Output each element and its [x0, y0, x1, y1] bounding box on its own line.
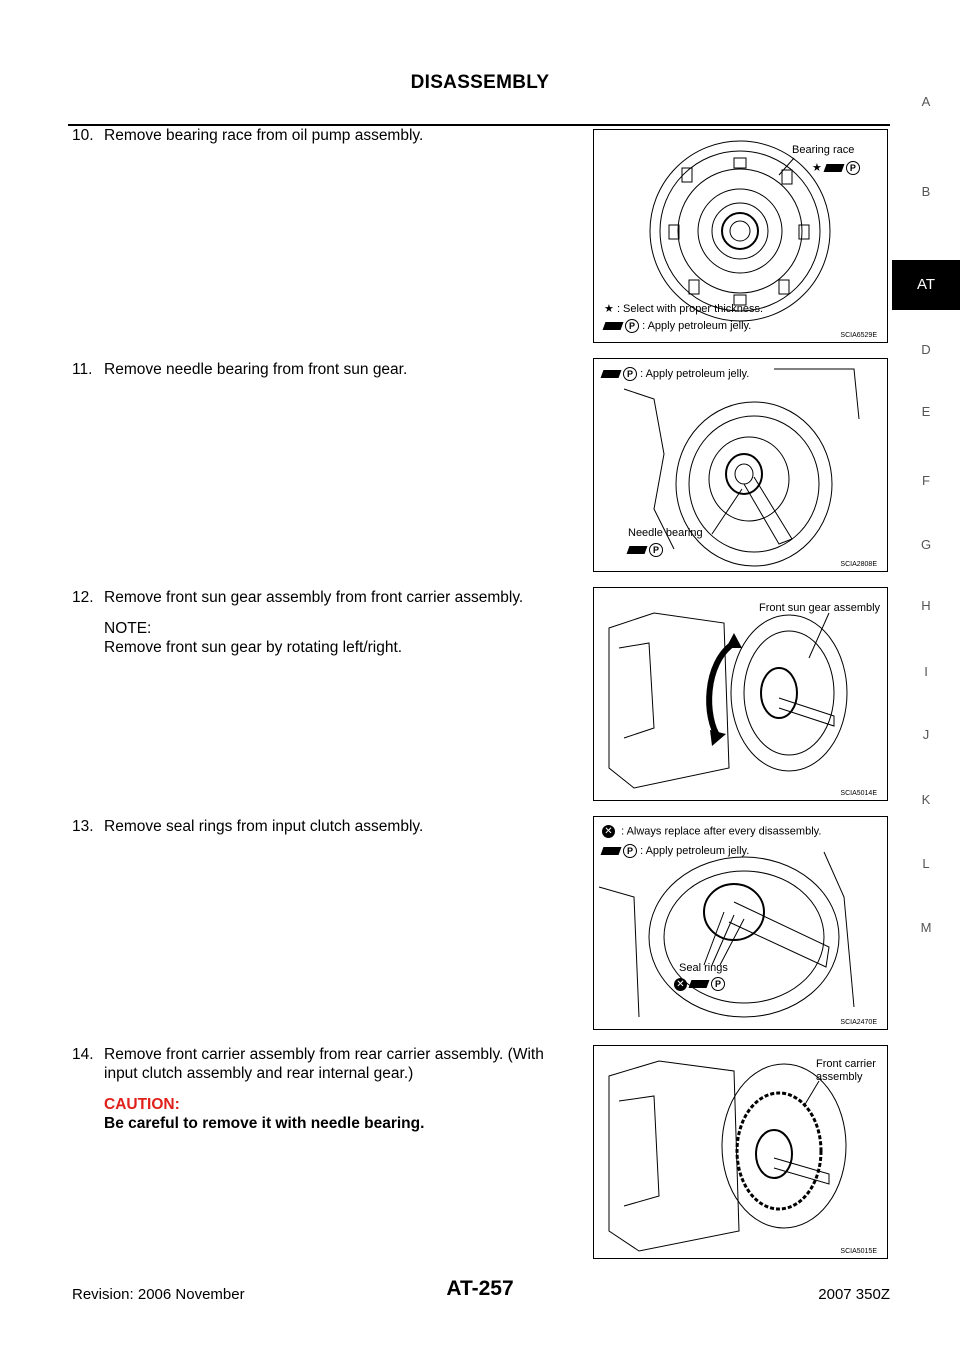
legend-text: : Apply petroleum jelly. [642, 319, 752, 332]
page-title: DISASSEMBLY [410, 72, 550, 93]
index-letter[interactable]: L [922, 856, 930, 871]
step-text: Remove needle bearing from front sun gear. [104, 361, 408, 378]
star-icon: ★ [812, 162, 822, 174]
figure-front-carrier [593, 1045, 888, 1259]
front-sun-gear-illustration [594, 359, 888, 572]
step-text: Remove front carrier assembly from rear carrier assembly. (With input clutch assembly and rear internal gear.) [104, 1046, 544, 1082]
figure-label-icons [674, 977, 725, 991]
figure-code: SCIA5014E [840, 790, 877, 797]
figure-bearing-race [593, 129, 888, 343]
step-text: Remove seal rings from input clutch assembly. [104, 818, 424, 835]
figure-label-needle-bearing: Needle bearing [628, 527, 703, 539]
transmission-illustration [594, 588, 888, 801]
figure-legend-jelly [602, 367, 749, 381]
step-text: Remove front sun gear assembly from front carrier assembly. [104, 589, 524, 606]
legend-text: : Select with proper thickness. [616, 303, 764, 315]
grease-gun-icon [603, 322, 624, 330]
petroleum-jelly-icon: P [623, 844, 637, 858]
figure-label-front-carrier-line2: assembly [816, 1071, 863, 1083]
index-letter-active[interactable]: AT [892, 260, 960, 310]
note-text: Remove front sun gear by rotating left/right. [104, 639, 403, 656]
grease-gun-icon [601, 370, 622, 378]
caution-text: Be careful to remove it with needle bearing. [104, 1115, 425, 1132]
index-letter[interactable]: E [921, 404, 931, 419]
figure-legend-replace [602, 825, 821, 838]
step-number: 11. [72, 361, 93, 378]
index-letter[interactable]: G [920, 537, 932, 552]
figure-label-icons [812, 161, 860, 175]
grease-gun-icon [601, 847, 622, 855]
figure-label-bearing-race: Bearing race [792, 144, 855, 156]
step-11 [72, 360, 572, 379]
step-text: Remove bearing race from oil pump assembly. [104, 127, 424, 144]
index-letter[interactable]: K [921, 792, 931, 807]
figure-seal-rings [593, 816, 888, 1030]
grease-gun-icon [627, 546, 648, 554]
figure-front-sun-gear [593, 587, 888, 801]
petroleum-jelly-icon: P [625, 319, 639, 333]
petroleum-jelly-icon: P [846, 161, 860, 175]
star-icon: ★ [604, 303, 614, 315]
step-10 [72, 126, 572, 145]
figure-code: SCIA5015E [840, 1248, 877, 1255]
figure-label-front-carrier: Front carrier [816, 1058, 876, 1070]
index-letter[interactable]: M [920, 920, 932, 935]
figure-needle-bearing [593, 358, 888, 572]
petroleum-jelly-icon: P [711, 977, 725, 991]
index-letter[interactable]: B [921, 184, 931, 199]
step-14 [72, 1045, 572, 1133]
replace-icon: ✕ [674, 978, 687, 991]
index-letter[interactable]: A [921, 94, 931, 109]
figure-label-icons [628, 543, 663, 557]
index-letter[interactable]: D [921, 342, 931, 357]
step-number: 10. [72, 127, 94, 144]
grease-gun-icon [689, 980, 710, 988]
footer-model: 2007 350Z [818, 1286, 890, 1303]
page-number: AT-257 [446, 1277, 514, 1300]
index-letter[interactable]: H [921, 598, 931, 613]
figure-legend-star [604, 302, 763, 315]
step-number: 14. [72, 1046, 94, 1063]
step-13 [72, 817, 572, 836]
figure-label-seal-rings: Seal rings [679, 962, 728, 974]
figure-code: SCIA2808E [840, 561, 877, 568]
figure-legend-jelly [604, 319, 751, 333]
petroleum-jelly-icon: P [649, 543, 663, 557]
legend-text: : Always replace after every disassembly. [621, 825, 822, 838]
step-number: 12. [72, 589, 94, 606]
figure-label-front-sun-gear: Front sun gear assembly [759, 602, 881, 614]
note-heading: NOTE: [104, 620, 152, 637]
legend-text: : Apply petroleum jelly. [640, 367, 750, 380]
step-12 [72, 588, 572, 657]
figure-code: SCIA6529E [840, 332, 877, 339]
legend-text: : Apply petroleum jelly. [640, 844, 750, 857]
index-letter[interactable]: I [924, 664, 928, 679]
grease-gun-icon [823, 164, 844, 172]
index-letter[interactable]: F [922, 473, 930, 488]
caution-heading: CAUTION: [104, 1096, 180, 1113]
replace-icon: ✕ [602, 825, 615, 838]
footer-revision: Revision: 2006 November [72, 1286, 245, 1303]
figure-code: SCIA2470E [840, 1019, 877, 1026]
petroleum-jelly-icon: P [623, 367, 637, 381]
index-letter[interactable]: J [922, 727, 930, 742]
step-number: 13. [72, 818, 94, 835]
figure-legend-jelly [602, 844, 749, 858]
